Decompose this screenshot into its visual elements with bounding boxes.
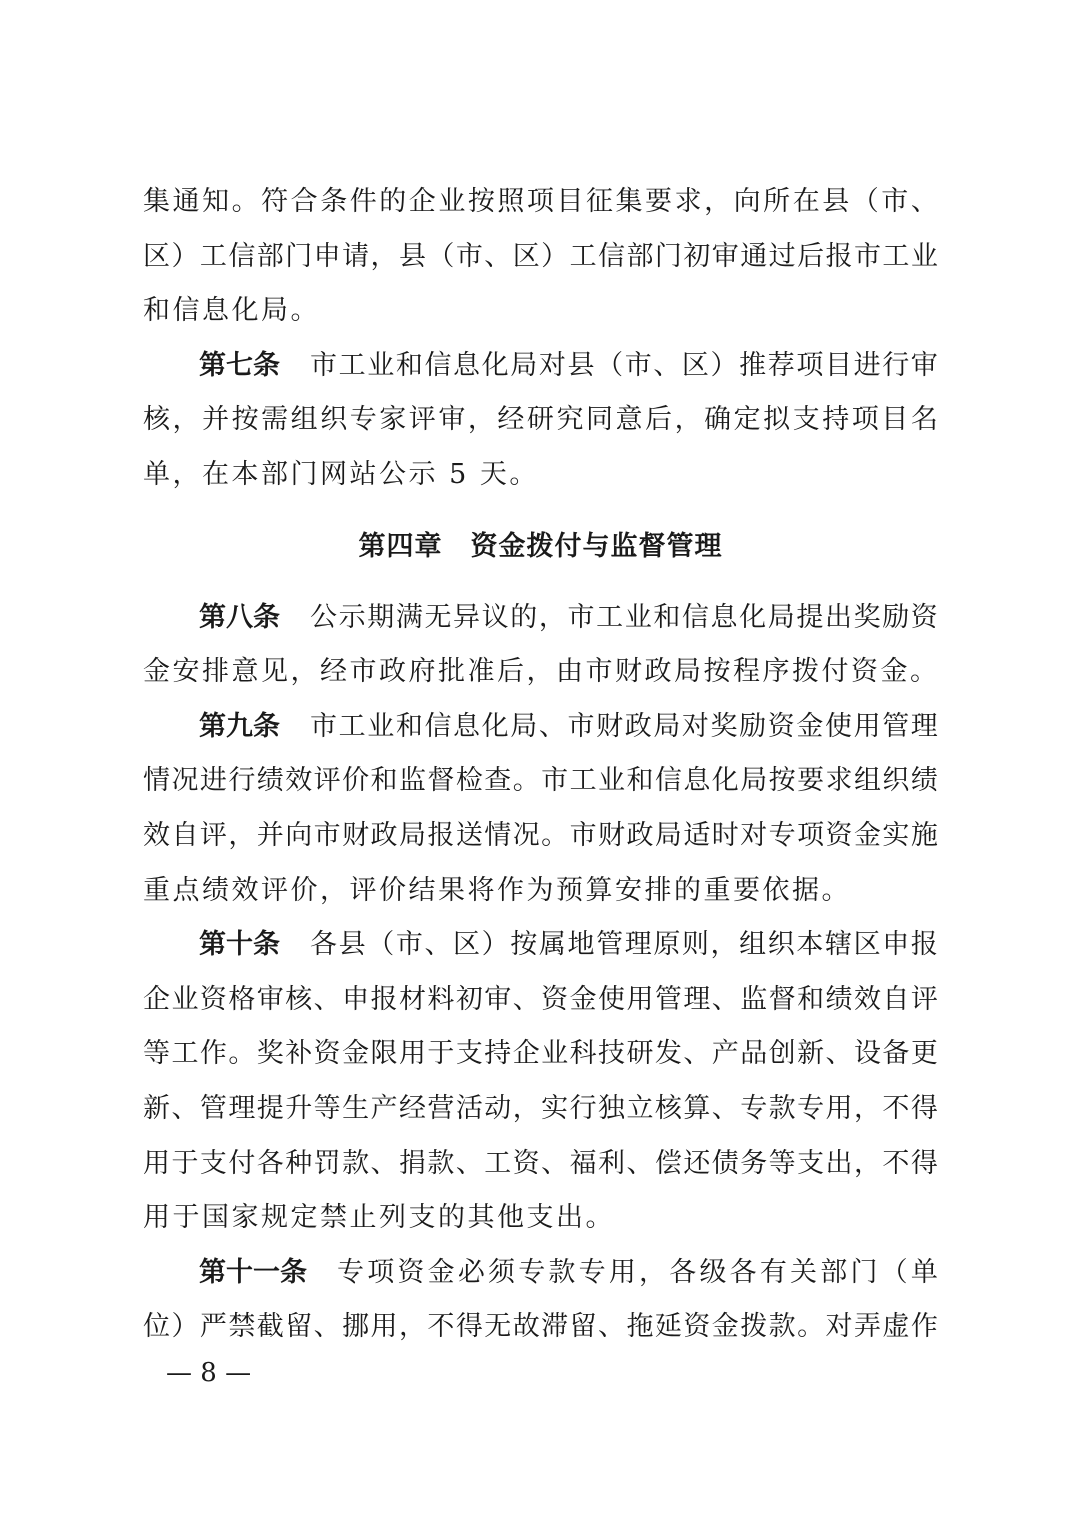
article-label: 第九条 — [199, 710, 280, 742]
article-first-line — [143, 700, 938, 755]
document-body — [143, 175, 938, 1355]
article-label: 第七条 — [199, 349, 280, 381]
text-line: 位 ） 严 禁 截 留 、 挪 用 ， 不 得 无 故 滞 留 、 拖 延 资 金 拨 款 。 对 弄 虚 作 — [143, 1311, 938, 1343]
text-line: 区 ） 工 信 部 门 申 请 ， 县 （ 市 、 区 ） 工 信 部 门 初 审 通 过 后 报 市 工 业 — [143, 240, 938, 272]
article-first-line — [143, 1246, 938, 1301]
article-first-line — [143, 591, 938, 646]
article-label: 第八条 — [199, 601, 280, 633]
text-line: 情 况 进 行 绩 效 评 价 和 监 督 检 查 。 市 工 业 和 信 息 化 局 按 要 求 组 织 绩 — [143, 765, 938, 797]
article-text: 各 县 （ 市 、 区 ） 按 属 地 管 理 原 则 ， 组 织 本 辖 区 申 报 — [310, 929, 938, 961]
text-line: 金安排意见，经市政府批准后，由市财政局按程序拨付资金。 — [143, 656, 940, 688]
text-line: 单，在本部门网站公示 5 天。 — [143, 458, 539, 490]
article-first-line — [143, 339, 938, 394]
article-text: 公 示 期 满 无 异 议 的 ， 市 工 业 和 信 息 化 局 提 出 奖 励 资 — [310, 601, 938, 633]
text-line: 重点绩效评价，评价结果将作为预算安排的重要依据。 — [143, 874, 851, 906]
chapter-heading: 第四章 资金拨付与监督管理 — [358, 530, 723, 562]
article-label: 第十条 — [199, 929, 280, 961]
article-text: 市 工 业 和 信 息 化 局 、 市 财 政 局 对 奖 励 资 金 使 用 管 理 — [310, 710, 938, 742]
article-label: 第十一条 — [199, 1256, 307, 1288]
text-line: 集 通 知 。 符 合 条 件 的 企 业 按 照 项 目 征 集 要 求 ， 向 所 在 县 （ 市 、 — [143, 186, 938, 217]
article-text: 市 工 业 和 信 息 化 局 对 县 （ 市 、 区 ） 推 荐 项 目 进 行 审 — [310, 349, 938, 381]
text-line: 用于国家规定禁止列支的其他支出。 — [143, 1202, 615, 1234]
page-number: — 8 — — [166, 1358, 252, 1388]
text-line: 和信息化局。 — [143, 295, 320, 327]
text-line: 企 业 资 格 审 核 、 申 报 材 料 初 审 、 资 金 使 用 管 理 、 监 督 和 绩 效 自 评 — [143, 983, 938, 1015]
article-first-line — [143, 918, 938, 973]
text-line: 等 工 作 。 奖 补 资 金 限 用 于 支 持 企 业 科 技 研 发 、 产 品 创 新 、 设 备 更 — [143, 1038, 938, 1070]
text-line: 核 ， 并 按 需 组 织 专 家 评 审 ， 经 研 究 同 意 后 ， 确 定 拟 支 持 项 目 名 — [143, 404, 938, 436]
text-line: 新 、 管 理 提 升 等 生 产 经 营 活 动 ， 实 行 独 立 核 算 、 专 款 专 用 ， 不 得 — [143, 1092, 938, 1124]
text-line: 效 自 评 ， 并 向 市 财 政 局 报 送 情 况 。 市 财 政 局 适 时 对 专 项 资 金 实 施 — [143, 819, 938, 851]
text-line: 用 于 支 付 各 种 罚 款 、 捐 款 、 工 资 、 福 利 、 偿 还 债 务 等 支 出 ， 不 得 — [143, 1147, 938, 1179]
article-text: 专 项 资 金 必 须 专 款 专 用 ， 各 级 各 有 关 部 门 （ 单 — [337, 1256, 938, 1288]
